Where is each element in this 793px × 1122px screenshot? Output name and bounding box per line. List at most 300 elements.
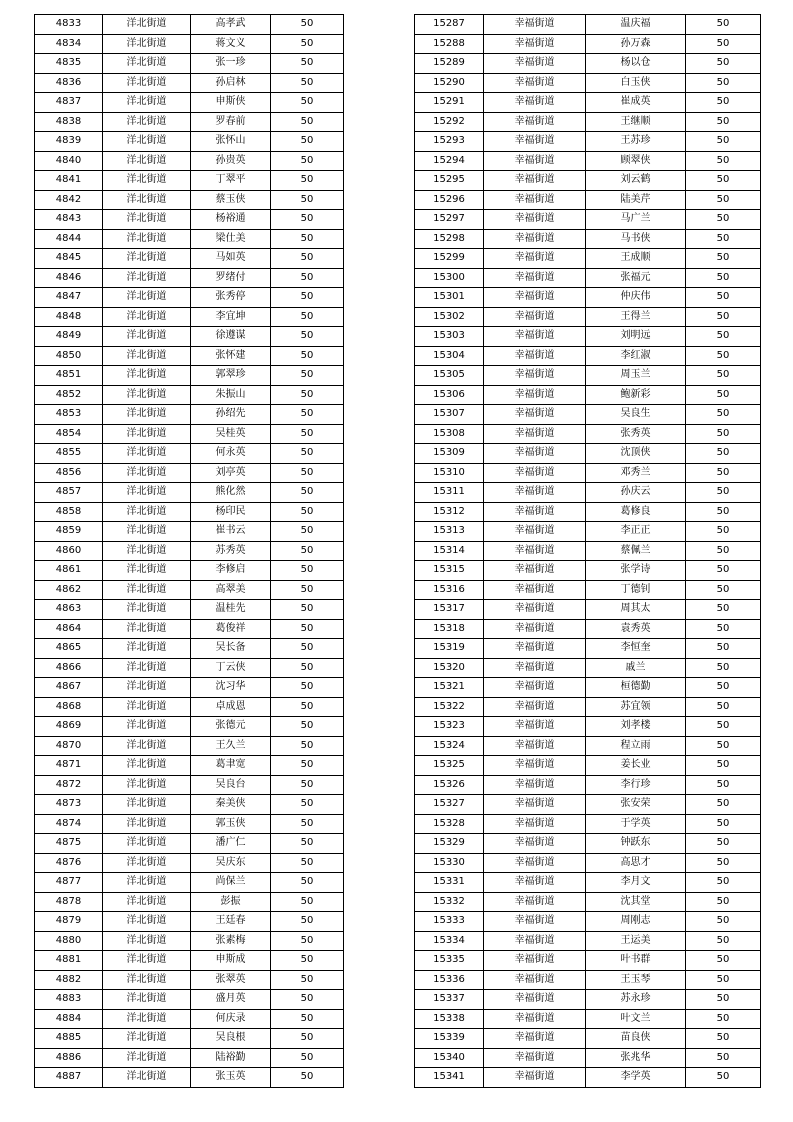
row-number-cell: 15334: [415, 931, 484, 951]
name-cell: 丁翠平: [191, 171, 271, 191]
name-cell: 苗良侠: [586, 1029, 686, 1049]
row-number-cell: 15316: [415, 580, 484, 600]
amount-cell: 50: [686, 619, 761, 639]
name-cell: 马如英: [191, 249, 271, 269]
row-number-cell: 15291: [415, 93, 484, 113]
name-cell: 郭翠珍: [191, 366, 271, 386]
amount-cell: 50: [686, 268, 761, 288]
street-cell: 幸福街道: [484, 34, 586, 54]
name-cell: 杨裕通: [191, 210, 271, 230]
street-cell: 幸福街道: [484, 288, 586, 308]
row-number-cell: 15293: [415, 132, 484, 152]
amount-cell: 50: [271, 756, 344, 776]
name-cell: 白玉侠: [586, 73, 686, 93]
amount-cell: 50: [686, 1068, 761, 1088]
table-row: [415, 463, 761, 483]
right-roster-body: [415, 15, 761, 1088]
table-row: [415, 327, 761, 347]
row-number-cell: 4837: [35, 93, 103, 113]
table-row: [415, 561, 761, 581]
street-cell: 洋北街道: [103, 463, 191, 483]
table-row: [35, 210, 344, 230]
amount-cell: 50: [686, 405, 761, 425]
name-cell: 李宜坤: [191, 307, 271, 327]
amount-cell: 50: [271, 873, 344, 893]
row-number-cell: 15326: [415, 775, 484, 795]
street-cell: 幸福街道: [484, 210, 586, 230]
amount-cell: 50: [271, 580, 344, 600]
name-cell: 何庆录: [191, 1009, 271, 1029]
name-cell: 王苏珍: [586, 132, 686, 152]
table-row: [415, 697, 761, 717]
row-number-cell: 15304: [415, 346, 484, 366]
table-row: [415, 892, 761, 912]
amount-cell: 50: [271, 717, 344, 737]
amount-cell: 50: [686, 600, 761, 620]
name-cell: 吴良生: [586, 405, 686, 425]
amount-cell: 50: [271, 405, 344, 425]
street-cell: 幸福街道: [484, 834, 586, 854]
row-number-cell: 4850: [35, 346, 103, 366]
row-number-cell: 15303: [415, 327, 484, 347]
row-number-cell: 4840: [35, 151, 103, 171]
street-cell: 洋北街道: [103, 346, 191, 366]
table-row: [35, 1009, 344, 1029]
name-cell: 温桂先: [191, 600, 271, 620]
table-row: [415, 756, 761, 776]
amount-cell: 50: [686, 697, 761, 717]
name-cell: 孙万森: [586, 34, 686, 54]
row-number-cell: 4836: [35, 73, 103, 93]
table-row: [35, 912, 344, 932]
street-cell: 洋北街道: [103, 151, 191, 171]
name-cell: 马书侠: [586, 229, 686, 249]
row-number-cell: 4885: [35, 1029, 103, 1049]
street-cell: 幸福街道: [484, 580, 586, 600]
row-number-cell: 15302: [415, 307, 484, 327]
name-cell: 周其太: [586, 600, 686, 620]
row-number-cell: 15321: [415, 678, 484, 698]
table-row: [35, 307, 344, 327]
amount-cell: 50: [271, 15, 344, 35]
table-row: [415, 151, 761, 171]
row-number-cell: 4857: [35, 483, 103, 503]
name-cell: 崔成英: [586, 93, 686, 113]
table-row: [35, 132, 344, 152]
amount-cell: 50: [271, 892, 344, 912]
amount-cell: 50: [271, 327, 344, 347]
row-number-cell: 15328: [415, 814, 484, 834]
table-row: [415, 93, 761, 113]
amount-cell: 50: [271, 736, 344, 756]
row-number-cell: 4841: [35, 171, 103, 191]
amount-cell: 50: [271, 366, 344, 386]
table-row: [35, 834, 344, 854]
amount-cell: 50: [686, 951, 761, 971]
row-number-cell: 4846: [35, 268, 103, 288]
table-row: [35, 1029, 344, 1049]
row-number-cell: 15323: [415, 717, 484, 737]
row-number-cell: 15308: [415, 424, 484, 444]
row-number-cell: 4879: [35, 912, 103, 932]
name-cell: 叶书群: [586, 951, 686, 971]
name-cell: 李学英: [586, 1068, 686, 1088]
street-cell: 洋北街道: [103, 1009, 191, 1029]
table-row: [35, 15, 344, 35]
name-cell: 刘亭英: [191, 463, 271, 483]
amount-cell: 50: [686, 229, 761, 249]
table-row: [35, 873, 344, 893]
table-row: [35, 678, 344, 698]
street-cell: 洋北街道: [103, 639, 191, 659]
street-cell: 幸福街道: [484, 600, 586, 620]
street-cell: 洋北街道: [103, 190, 191, 210]
amount-cell: 50: [686, 366, 761, 386]
street-cell: 洋北街道: [103, 210, 191, 230]
row-number-cell: 15298: [415, 229, 484, 249]
table-row: [415, 112, 761, 132]
table-row: [415, 171, 761, 191]
name-cell: 高思才: [586, 853, 686, 873]
street-cell: 洋北街道: [103, 678, 191, 698]
name-cell: 李修启: [191, 561, 271, 581]
street-cell: 幸福街道: [484, 795, 586, 815]
amount-cell: 50: [686, 444, 761, 464]
row-number-cell: 15297: [415, 210, 484, 230]
table-row: [415, 775, 761, 795]
amount-cell: 50: [271, 268, 344, 288]
table-row: [35, 775, 344, 795]
name-cell: 周玉兰: [586, 366, 686, 386]
table-row: [415, 307, 761, 327]
street-cell: 洋北街道: [103, 171, 191, 191]
table-row: [415, 541, 761, 561]
table-row: [415, 990, 761, 1010]
amount-cell: 50: [271, 54, 344, 74]
street-cell: 洋北街道: [103, 307, 191, 327]
row-number-cell: 4847: [35, 288, 103, 308]
row-number-cell: 15295: [415, 171, 484, 191]
amount-cell: 50: [686, 1029, 761, 1049]
street-cell: 幸福街道: [484, 697, 586, 717]
table-row: [35, 73, 344, 93]
name-cell: 李行珍: [586, 775, 686, 795]
street-cell: 幸福街道: [484, 463, 586, 483]
table-row: [35, 658, 344, 678]
table-row: [415, 678, 761, 698]
street-cell: 洋北街道: [103, 912, 191, 932]
name-cell: 张玉英: [191, 1068, 271, 1088]
row-number-cell: 15290: [415, 73, 484, 93]
row-number-cell: 4887: [35, 1068, 103, 1088]
name-cell: 吴桂英: [191, 424, 271, 444]
street-cell: 洋北街道: [103, 424, 191, 444]
amount-cell: 50: [686, 307, 761, 327]
street-cell: 幸福街道: [484, 346, 586, 366]
table-row: [415, 853, 761, 873]
amount-cell: 50: [271, 697, 344, 717]
row-number-cell: 4872: [35, 775, 103, 795]
street-cell: 洋北街道: [103, 249, 191, 269]
row-number-cell: 15333: [415, 912, 484, 932]
street-cell: 洋北街道: [103, 405, 191, 425]
street-cell: 幸福街道: [484, 541, 586, 561]
table-row: [35, 697, 344, 717]
row-number-cell: 4842: [35, 190, 103, 210]
name-cell: 程立雨: [586, 736, 686, 756]
row-number-cell: 4860: [35, 541, 103, 561]
name-cell: 梁仕美: [191, 229, 271, 249]
name-cell: 于学英: [586, 814, 686, 834]
name-cell: 李正正: [586, 522, 686, 542]
street-cell: 幸福街道: [484, 366, 586, 386]
amount-cell: 50: [271, 385, 344, 405]
street-cell: 洋北街道: [103, 970, 191, 990]
table-row: [415, 970, 761, 990]
table-row: [415, 444, 761, 464]
street-cell: 洋北街道: [103, 73, 191, 93]
street-cell: 幸福街道: [484, 931, 586, 951]
row-number-cell: 15338: [415, 1009, 484, 1029]
street-cell: 洋北街道: [103, 892, 191, 912]
amount-cell: 50: [271, 1068, 344, 1088]
amount-cell: 50: [686, 756, 761, 776]
table-row: [415, 132, 761, 152]
amount-cell: 50: [686, 327, 761, 347]
street-cell: 洋北街道: [103, 385, 191, 405]
row-number-cell: 15317: [415, 600, 484, 620]
table-row: [35, 561, 344, 581]
row-number-cell: 15318: [415, 619, 484, 639]
street-cell: 幸福街道: [484, 639, 586, 659]
amount-cell: 50: [686, 834, 761, 854]
street-cell: 幸福街道: [484, 151, 586, 171]
row-number-cell: 15332: [415, 892, 484, 912]
amount-cell: 50: [686, 73, 761, 93]
amount-cell: 50: [271, 463, 344, 483]
table-row: [35, 951, 344, 971]
street-cell: 洋北街道: [103, 717, 191, 737]
table-row: [35, 346, 344, 366]
street-cell: 幸福街道: [484, 229, 586, 249]
amount-cell: 50: [271, 307, 344, 327]
street-cell: 幸福街道: [484, 912, 586, 932]
amount-cell: 50: [686, 970, 761, 990]
street-cell: 洋北街道: [103, 112, 191, 132]
street-cell: 洋北街道: [103, 931, 191, 951]
amount-cell: 50: [271, 132, 344, 152]
street-cell: 幸福街道: [484, 249, 586, 269]
amount-cell: 50: [271, 775, 344, 795]
street-cell: 洋北街道: [103, 775, 191, 795]
street-cell: 洋北街道: [103, 561, 191, 581]
right-roster-table: [414, 14, 761, 1088]
table-row: [415, 483, 761, 503]
amount-cell: 50: [686, 658, 761, 678]
row-number-cell: 15339: [415, 1029, 484, 1049]
table-row: [415, 1009, 761, 1029]
street-cell: 洋北街道: [103, 951, 191, 971]
street-cell: 幸福街道: [484, 502, 586, 522]
name-cell: 姜长业: [586, 756, 686, 776]
row-number-cell: 4861: [35, 561, 103, 581]
table-row: [415, 522, 761, 542]
table-row: [415, 795, 761, 815]
street-cell: 洋北街道: [103, 268, 191, 288]
street-cell: 洋北街道: [103, 1048, 191, 1068]
row-number-cell: 4855: [35, 444, 103, 464]
table-row: [35, 795, 344, 815]
table-row: [35, 717, 344, 737]
table-row: [35, 892, 344, 912]
table-row: [35, 931, 344, 951]
street-cell: 幸福街道: [484, 307, 586, 327]
table-row: [35, 483, 344, 503]
row-number-cell: 4878: [35, 892, 103, 912]
amount-cell: 50: [686, 15, 761, 35]
street-cell: 幸福街道: [484, 54, 586, 74]
amount-cell: 50: [271, 931, 344, 951]
name-cell: 李月文: [586, 873, 686, 893]
name-cell: 张怀山: [191, 132, 271, 152]
row-number-cell: 4868: [35, 697, 103, 717]
table-row: [415, 717, 761, 737]
name-cell: 张学诗: [586, 561, 686, 581]
row-number-cell: 15299: [415, 249, 484, 269]
amount-cell: 50: [271, 502, 344, 522]
amount-cell: 50: [271, 483, 344, 503]
street-cell: 幸福街道: [484, 658, 586, 678]
street-cell: 幸福街道: [484, 853, 586, 873]
street-cell: 洋北街道: [103, 736, 191, 756]
name-cell: 盛月英: [191, 990, 271, 1010]
street-cell: 幸福街道: [484, 1009, 586, 1029]
amount-cell: 50: [271, 990, 344, 1010]
table-row: [35, 1048, 344, 1068]
row-number-cell: 15305: [415, 366, 484, 386]
row-number-cell: 15340: [415, 1048, 484, 1068]
name-cell: 熊化然: [191, 483, 271, 503]
row-number-cell: 4845: [35, 249, 103, 269]
row-number-cell: 4884: [35, 1009, 103, 1029]
name-cell: 李红淑: [586, 346, 686, 366]
amount-cell: 50: [686, 171, 761, 191]
street-cell: 洋北街道: [103, 1068, 191, 1088]
name-cell: 蔡玉侠: [191, 190, 271, 210]
name-cell: 蔡佩兰: [586, 541, 686, 561]
row-number-cell: 4865: [35, 639, 103, 659]
row-number-cell: 15314: [415, 541, 484, 561]
table-row: [415, 73, 761, 93]
amount-cell: 50: [686, 775, 761, 795]
amount-cell: 50: [271, 834, 344, 854]
row-number-cell: 4874: [35, 814, 103, 834]
street-cell: 幸福街道: [484, 132, 586, 152]
amount-cell: 50: [271, 795, 344, 815]
name-cell: 张德元: [191, 717, 271, 737]
street-cell: 洋北街道: [103, 697, 191, 717]
table-row: [35, 171, 344, 191]
table-row: [35, 639, 344, 659]
amount-cell: 50: [686, 502, 761, 522]
street-cell: 洋北街道: [103, 366, 191, 386]
amount-cell: 50: [686, 190, 761, 210]
amount-cell: 50: [686, 795, 761, 815]
name-cell: 杨印民: [191, 502, 271, 522]
street-cell: 幸福街道: [484, 112, 586, 132]
name-cell: 张安荣: [586, 795, 686, 815]
amount-cell: 50: [271, 73, 344, 93]
table-row: [35, 600, 344, 620]
table-row: [35, 463, 344, 483]
amount-cell: 50: [271, 639, 344, 659]
name-cell: 孙庆云: [586, 483, 686, 503]
name-cell: 张福元: [586, 268, 686, 288]
street-cell: 洋北街道: [103, 444, 191, 464]
amount-cell: 50: [271, 600, 344, 620]
name-cell: 沈习华: [191, 678, 271, 698]
street-cell: 幸福街道: [484, 1029, 586, 1049]
name-cell: 张素梅: [191, 931, 271, 951]
table-row: [35, 424, 344, 444]
table-row: [415, 268, 761, 288]
name-cell: 沈顶侠: [586, 444, 686, 464]
name-cell: 刘明远: [586, 327, 686, 347]
table-row: [415, 873, 761, 893]
table-row: [35, 853, 344, 873]
row-number-cell: 15315: [415, 561, 484, 581]
table-row: [35, 970, 344, 990]
row-number-cell: 4875: [35, 834, 103, 854]
name-cell: 吴长备: [191, 639, 271, 659]
amount-cell: 50: [686, 678, 761, 698]
row-number-cell: 4881: [35, 951, 103, 971]
table-row: [35, 444, 344, 464]
row-number-cell: 15306: [415, 385, 484, 405]
name-cell: 袁秀英: [586, 619, 686, 639]
amount-cell: 50: [686, 210, 761, 230]
amount-cell: 50: [686, 717, 761, 737]
row-number-cell: 15331: [415, 873, 484, 893]
name-cell: 潘广仁: [191, 834, 271, 854]
name-cell: 陆裕勤: [191, 1048, 271, 1068]
name-cell: 朱振山: [191, 385, 271, 405]
amount-cell: 50: [271, 171, 344, 191]
row-number-cell: 4833: [35, 15, 103, 35]
name-cell: 张秀停: [191, 288, 271, 308]
name-cell: 孙启林: [191, 73, 271, 93]
name-cell: 王运美: [586, 931, 686, 951]
amount-cell: 50: [271, 678, 344, 698]
row-number-cell: 4834: [35, 34, 103, 54]
name-cell: 马广兰: [586, 210, 686, 230]
name-cell: 王廷春: [191, 912, 271, 932]
street-cell: 洋北街道: [103, 814, 191, 834]
street-cell: 洋北街道: [103, 483, 191, 503]
name-cell: 戚兰: [586, 658, 686, 678]
street-cell: 洋北街道: [103, 853, 191, 873]
amount-cell: 50: [686, 93, 761, 113]
amount-cell: 50: [271, 619, 344, 639]
row-number-cell: 15324: [415, 736, 484, 756]
table-row: [415, 366, 761, 386]
row-number-cell: 4849: [35, 327, 103, 347]
name-cell: 申斯侠: [191, 93, 271, 113]
table-row: [35, 1068, 344, 1088]
name-cell: 丁云侠: [191, 658, 271, 678]
amount-cell: 50: [271, 424, 344, 444]
table-row: [415, 288, 761, 308]
